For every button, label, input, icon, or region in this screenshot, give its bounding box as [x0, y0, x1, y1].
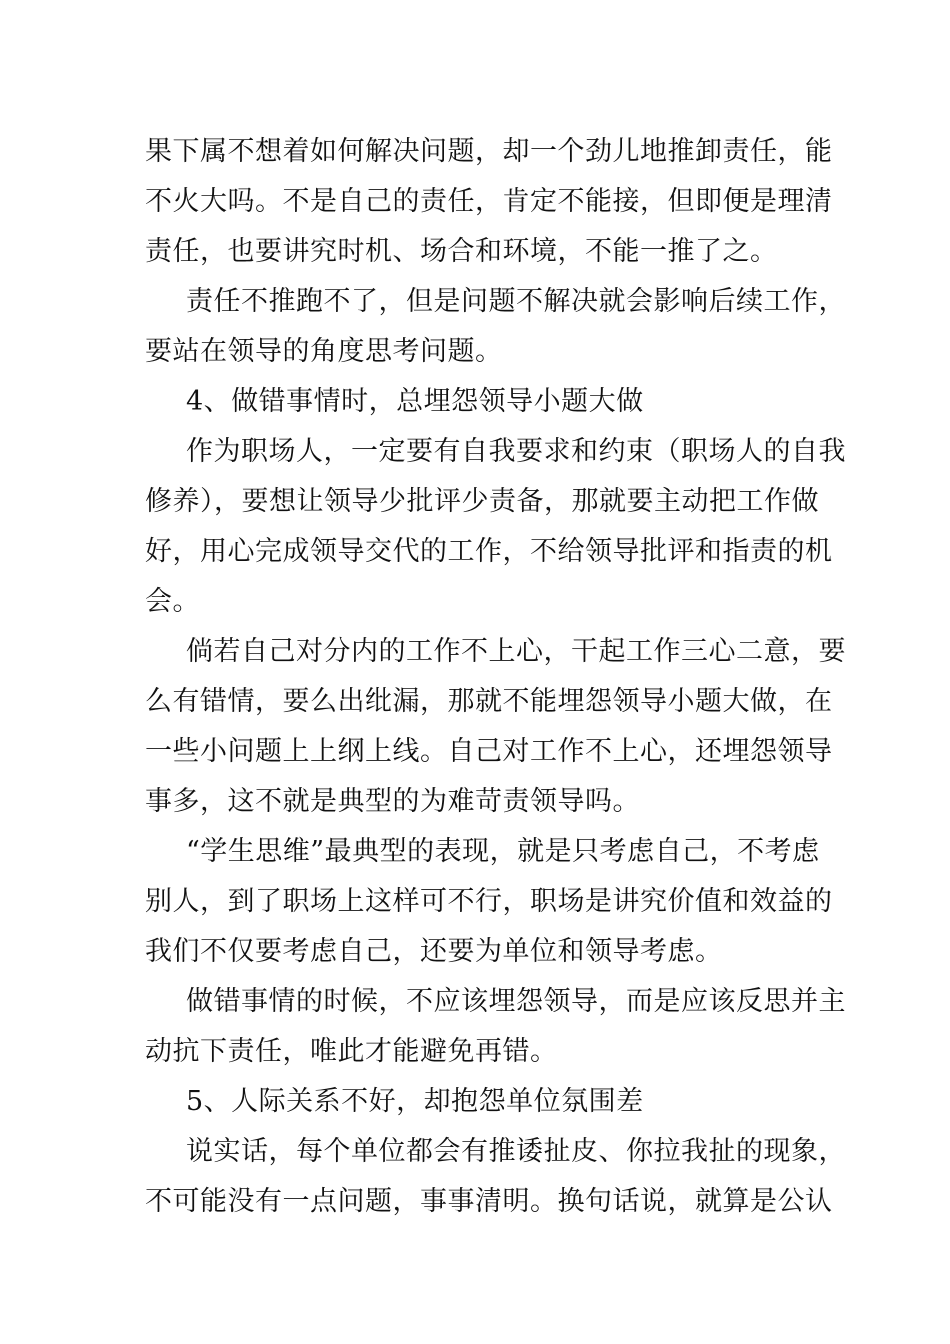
text-line-19: 动抗下责任，唯此才能避免再错。 [145, 1036, 558, 1067]
text-line-12: 么有错情，要么出纰漏，那就不能埋怨领导小题大做，在 [145, 686, 833, 717]
text-line-4: 责任不推跑不了，但是问题不解决就会影响后续工作， [186, 286, 846, 317]
text-line-9: 好，用心完成领导交代的工作，不给领导批评和指责的机 [145, 536, 833, 567]
text-line-2: 不火大吗。不是自己的责任，肯定不能接，但即便是理清 [145, 186, 833, 217]
text-line-13: 一些小问题上上纲上线。自己对工作不上心，还埋怨领导 [145, 736, 833, 767]
text-line-17: 我们不仅要考虑自己，还要为单位和领导考虑。 [145, 936, 723, 967]
section-heading-5: 5、人际关系不好，却抱怨单位氛围差 [186, 1086, 644, 1117]
text-line-7: 作为职场人，一定要有自我要求和约束（职场人的自我 [186, 436, 846, 467]
text-line-21: 说实话，每个单位都会有推诿扯皮、你拉我扯的现象， [186, 1136, 846, 1167]
text-line-10: 会。 [145, 586, 200, 617]
text-line-22: 不可能没有一点问题，事事清明。换句话说，就算是公认 [145, 1186, 833, 1217]
text-line-11: 倘若自己对分内的工作不上心，干起工作三心二意，要 [186, 636, 846, 667]
text-line-18: 做错事情的时候，不应该埋怨领导，而是应该反思并主 [186, 986, 846, 1017]
text-line-8: 修养），要想让领导少批评少责备，那就要主动把工作做 [145, 486, 819, 517]
text-line-15: “学生思维”最典型的表现，就是只考虑自己，不考虑 [186, 836, 820, 867]
section-heading-4: 4、做错事情时，总埋怨领导小题大做 [186, 386, 644, 417]
text-line-16: 别人，到了职场上这样可不行，职场是讲究价值和效益的 [145, 886, 833, 917]
text-line-14: 事多，这不就是典型的为难苛责领导吗。 [145, 786, 640, 817]
text-line-5: 要站在领导的角度思考问题。 [145, 336, 503, 367]
text-line-3: 责任，也要讲究时机、场合和环境，不能一推了之。 [145, 236, 778, 267]
text-line-1: 果下属不想着如何解决问题，却一个劲儿地推卸责任，能 [145, 136, 833, 167]
